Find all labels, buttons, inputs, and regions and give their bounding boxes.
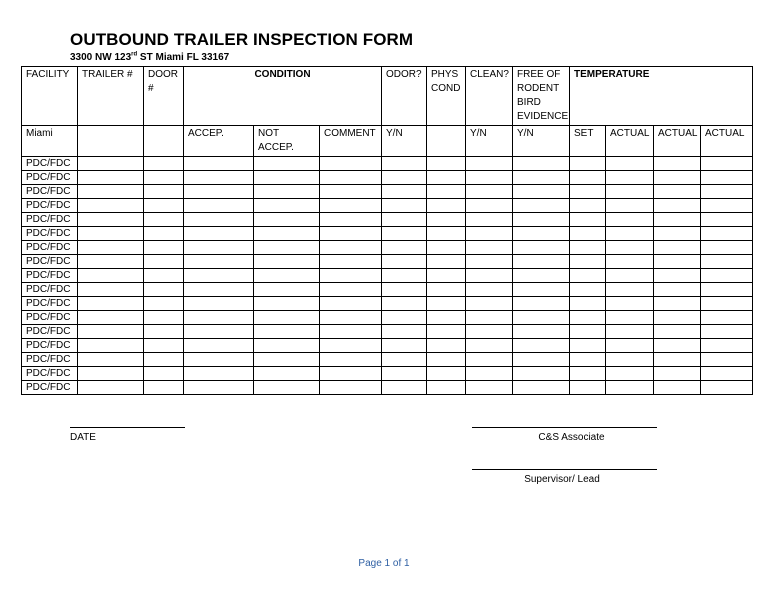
table-row [22,297,753,311]
entry-cell[interactable] [382,283,427,297]
entry-cell[interactable] [466,381,513,395]
entry-cell[interactable] [78,241,144,255]
entry-cell[interactable] [184,157,254,171]
col-phys-cond: PHYS COND [427,67,466,126]
entry-cell[interactable] [654,157,701,171]
entry-cell[interactable] [184,311,254,325]
entry-cell[interactable] [701,227,753,241]
entry-cell[interactable] [570,171,606,185]
table-row [22,353,753,367]
entry-cell[interactable] [654,283,701,297]
entry-cell[interactable] [144,213,184,227]
row-facility: PDC/FDC [22,255,78,269]
entry-cell[interactable] [144,283,184,297]
entry-cell[interactable] [606,241,654,255]
entry-cell[interactable] [78,311,144,325]
entry-cell[interactable] [320,157,382,171]
table-row [22,227,753,241]
col-rodent: FREE OF RODENT BIRD EVIDENCE [513,67,570,126]
entry-cell[interactable] [513,367,570,381]
entry-cell[interactable] [654,381,701,395]
entry-cell[interactable] [701,311,753,325]
row-facility: PDC/FDC [22,213,78,227]
entry-cell[interactable] [254,255,320,269]
entry-cell[interactable] [254,269,320,283]
entry-cell[interactable] [254,353,320,367]
row-facility: PDC/FDC [22,311,78,325]
entry-cell[interactable] [513,325,570,339]
entry-cell[interactable] [382,353,427,367]
entry-cell[interactable] [144,255,184,269]
row-facility: PDC/FDC [22,297,78,311]
col-facility: FACILITY [22,67,78,126]
table-row [22,311,753,325]
entry-cell[interactable] [427,367,466,381]
entry-cell[interactable] [254,227,320,241]
row-facility: PDC/FDC [22,227,78,241]
entry-cell[interactable] [254,339,320,353]
entry-cell[interactable] [144,367,184,381]
entry-cell[interactable] [570,241,606,255]
entry-cell[interactable] [466,157,513,171]
associate-signature-line[interactable] [472,427,657,428]
row-facility: PDC/FDC [22,283,78,297]
table-row [22,255,753,269]
entry-cell[interactable] [184,255,254,269]
entry-cell[interactable] [466,269,513,283]
address-prefix: 3300 NW 123 [70,52,132,63]
entry-cell[interactable] [254,213,320,227]
entry-cell[interactable] [701,269,753,283]
table-row [22,269,753,283]
address-superscript: rd [131,51,138,58]
entry-cell[interactable] [144,185,184,199]
entry-cell[interactable] [427,269,466,283]
entry-cell[interactable] [144,381,184,395]
entry-cell[interactable] [701,381,753,395]
entry-cell[interactable] [570,339,606,353]
entry-cell[interactable] [320,311,382,325]
facility-miami: Miami [22,126,78,157]
entry-cell[interactable] [144,227,184,241]
entry-cell[interactable] [144,325,184,339]
entry-cell[interactable] [320,171,382,185]
entry-cell[interactable] [184,185,254,199]
entry-cell[interactable] [570,157,606,171]
table-row [22,283,753,297]
row-facility: PDC/FDC [22,269,78,283]
entry-cell[interactable] [427,255,466,269]
entry-cell[interactable] [382,213,427,227]
entry-cell[interactable] [606,227,654,241]
entry-cell[interactable] [606,297,654,311]
entry-cell[interactable] [606,353,654,367]
entry-cell[interactable] [78,171,144,185]
entry-cell[interactable] [570,227,606,241]
entry-cell[interactable] [701,325,753,339]
entry-cell[interactable] [606,199,654,213]
entry-cell[interactable] [701,213,753,227]
entry-cell[interactable] [254,185,320,199]
entry-cell[interactable] [570,353,606,367]
entry-cell[interactable] [427,339,466,353]
entry-cell[interactable] [78,199,144,213]
entry-cell[interactable] [78,255,144,269]
col-temp-actual-1: ACTUAL [606,126,654,157]
col-door: DOOR # [144,67,184,126]
entry-cell[interactable] [513,157,570,171]
entry-cell[interactable] [606,255,654,269]
entry-cell[interactable] [513,199,570,213]
entry-cell[interactable] [513,283,570,297]
associate-label: C&S Associate [538,432,605,443]
entry-cell[interactable] [254,283,320,297]
entry-cell[interactable] [466,339,513,353]
entry-cell[interactable] [513,269,570,283]
entry-cell[interactable] [466,255,513,269]
row-facility: PDC/FDC [22,325,78,339]
entry-cell[interactable] [570,297,606,311]
entry-cell[interactable] [254,241,320,255]
table-body [22,157,753,395]
date-signature-line[interactable] [70,427,185,428]
entry-cell[interactable] [427,227,466,241]
entry-cell[interactable] [427,311,466,325]
entry-cell[interactable] [606,157,654,171]
table-row [22,325,753,339]
entry-cell[interactable] [382,339,427,353]
row-facility: PDC/FDC [22,367,78,381]
form-title: OUTBOUND TRAILER INSPECTION FORM [70,30,414,49]
entry-cell[interactable] [382,325,427,339]
entry-cell[interactable] [654,353,701,367]
entry-cell[interactable] [184,367,254,381]
table-row [22,339,753,353]
entry-cell[interactable] [466,185,513,199]
entry-cell[interactable] [654,311,701,325]
entry-cell[interactable] [320,213,382,227]
entry-cell[interactable] [570,213,606,227]
entry-cell[interactable] [320,255,382,269]
entry-cell[interactable] [466,199,513,213]
entry-cell[interactable] [466,311,513,325]
row-facility: PDC/FDC [22,353,78,367]
entry-cell[interactable] [254,297,320,311]
entry-cell[interactable] [184,199,254,213]
entry-cell[interactable] [427,213,466,227]
supervisor-signature-line[interactable] [472,469,657,470]
entry-cell[interactable] [320,283,382,297]
entry-cell[interactable] [254,171,320,185]
entry-cell[interactable] [513,227,570,241]
entry-cell[interactable] [513,297,570,311]
entry-cell[interactable] [382,311,427,325]
entry-cell[interactable] [427,283,466,297]
table-row [22,381,753,395]
entry-cell[interactable] [320,353,382,367]
col-accep: ACCEP. [184,126,254,157]
entry-cell[interactable] [654,297,701,311]
entry-cell[interactable] [320,339,382,353]
entry-cell[interactable] [701,339,753,353]
entry-cell[interactable] [606,367,654,381]
entry-cell[interactable] [184,269,254,283]
entry-cell[interactable] [382,157,427,171]
entry-cell[interactable] [184,381,254,395]
entry-cell[interactable] [466,283,513,297]
table-row [22,185,753,199]
entry-cell[interactable] [382,367,427,381]
entry-cell[interactable] [144,311,184,325]
col-condition: CONDITION [184,67,382,126]
entry-cell[interactable] [144,269,184,283]
header-row-1 [22,67,753,126]
entry-cell[interactable] [570,381,606,395]
entry-cell[interactable] [570,199,606,213]
row-facility: PDC/FDC [22,171,78,185]
col-temp-actual-2: ACTUAL [654,126,701,157]
entry-cell[interactable] [427,171,466,185]
entry-cell[interactable] [513,255,570,269]
page-number: Page 1 of 1 [358,558,410,569]
entry-cell[interactable] [513,185,570,199]
entry-cell[interactable] [654,185,701,199]
entry-cell[interactable] [654,213,701,227]
entry-cell[interactable] [606,325,654,339]
entry-cell[interactable] [654,325,701,339]
entry-cell[interactable] [382,171,427,185]
entry-cell[interactable] [382,297,427,311]
entry-cell[interactable] [701,283,753,297]
entry-cell[interactable] [570,325,606,339]
entry-cell[interactable] [513,339,570,353]
entry-cell[interactable] [184,353,254,367]
entry-cell[interactable] [701,199,753,213]
entry-cell[interactable] [606,213,654,227]
entry-cell[interactable] [382,269,427,283]
entry-cell[interactable] [382,381,427,395]
entry-cell[interactable] [427,325,466,339]
entry-cell[interactable] [144,353,184,367]
entry-cell[interactable] [701,297,753,311]
entry-cell[interactable] [78,185,144,199]
entry-cell[interactable] [144,199,184,213]
phys-sub [427,126,466,157]
entry-cell[interactable] [427,241,466,255]
entry-cell[interactable] [254,381,320,395]
entry-cell[interactable] [513,213,570,227]
entry-cell[interactable] [654,199,701,213]
entry-cell[interactable] [320,325,382,339]
entry-cell[interactable] [254,157,320,171]
row-facility: PDC/FDC [22,241,78,255]
entry-cell[interactable] [254,199,320,213]
entry-cell[interactable] [320,185,382,199]
entry-cell[interactable] [382,241,427,255]
entry-cell[interactable] [466,325,513,339]
entry-cell[interactable] [184,283,254,297]
entry-cell[interactable] [570,283,606,297]
entry-cell[interactable] [466,171,513,185]
entry-cell[interactable] [382,199,427,213]
entry-cell[interactable] [466,241,513,255]
table-row [22,157,753,171]
entry-cell[interactable] [78,157,144,171]
row-facility: PDC/FDC [22,381,78,395]
entry-cell[interactable] [184,339,254,353]
entry-cell[interactable] [382,255,427,269]
entry-cell[interactable] [570,367,606,381]
entry-cell[interactable] [184,241,254,255]
col-rodent-yn: Y/N [513,126,570,157]
col-trailer: TRAILER # [78,67,144,126]
header-row-2 [22,126,753,157]
entry-cell[interactable] [78,325,144,339]
entry-cell[interactable] [427,381,466,395]
entry-cell[interactable] [606,311,654,325]
entry-cell[interactable] [254,325,320,339]
entry-cell[interactable] [184,297,254,311]
entry-cell[interactable] [78,353,144,367]
entry-cell[interactable] [570,185,606,199]
col-clean-yn: Y/N [466,126,513,157]
row-facility: PDC/FDC [22,339,78,353]
table-row [22,171,753,185]
entry-cell[interactable] [320,367,382,381]
entry-cell[interactable] [254,311,320,325]
entry-cell[interactable] [382,227,427,241]
entry-cell[interactable] [654,241,701,255]
entry-cell[interactable] [570,311,606,325]
entry-cell[interactable] [701,255,753,269]
table-row [22,199,753,213]
row-facility: PDC/FDC [22,199,78,213]
entry-cell[interactable] [78,283,144,297]
entry-cell[interactable] [606,185,654,199]
entry-cell[interactable] [427,185,466,199]
entry-cell[interactable] [466,213,513,227]
col-not-accep: NOT ACCEP. [254,126,320,157]
entry-cell[interactable] [320,199,382,213]
table-row [22,213,753,227]
entry-cell[interactable] [78,367,144,381]
entry-cell[interactable] [78,381,144,395]
entry-cell[interactable] [606,283,654,297]
inspection-table [21,66,753,395]
entry-cell[interactable] [701,367,753,381]
entry-cell[interactable] [701,353,753,367]
address-suffix: ST Miami FL 33167 [137,52,230,63]
entry-cell[interactable] [466,353,513,367]
entry-cell[interactable] [144,171,184,185]
entry-cell[interactable] [701,185,753,199]
col-temp-set: SET [570,126,606,157]
entry-cell[interactable] [513,311,570,325]
entry-cell[interactable] [606,381,654,395]
entry-cell[interactable] [427,353,466,367]
entry-cell[interactable] [144,241,184,255]
entry-cell[interactable] [654,171,701,185]
entry-cell[interactable] [606,171,654,185]
entry-cell[interactable] [701,171,753,185]
col-temp-actual-3: ACTUAL [701,126,753,157]
entry-cell[interactable] [513,353,570,367]
entry-cell[interactable] [427,157,466,171]
entry-cell[interactable] [144,157,184,171]
entry-cell[interactable] [570,269,606,283]
entry-cell[interactable] [320,297,382,311]
col-comment: COMMENT [320,126,382,157]
entry-cell[interactable] [427,297,466,311]
entry-cell[interactable] [320,269,382,283]
entry-cell[interactable] [606,339,654,353]
entry-cell[interactable] [382,185,427,199]
entry-cell[interactable] [78,269,144,283]
address [70,52,229,63]
col-temperature: TEMPERATURE [570,67,753,126]
table-row [22,367,753,381]
entry-cell[interactable] [144,297,184,311]
entry-cell[interactable] [78,227,144,241]
col-odor-yn: Y/N [382,126,427,157]
entry-cell[interactable] [513,241,570,255]
entry-cell[interactable] [144,339,184,353]
entry-cell[interactable] [78,213,144,227]
entry-cell[interactable] [320,241,382,255]
entry-cell[interactable] [654,227,701,241]
trailer-sub [78,126,144,157]
door-sub [144,126,184,157]
col-odor: ODOR? [382,67,427,126]
entry-cell[interactable] [466,367,513,381]
entry-cell[interactable] [184,213,254,227]
entry-cell[interactable] [254,367,320,381]
entry-cell[interactable] [701,157,753,171]
entry-cell[interactable] [78,339,144,353]
entry-cell[interactable] [570,255,606,269]
entry-cell[interactable] [466,297,513,311]
entry-cell[interactable] [513,381,570,395]
entry-cell[interactable] [654,269,701,283]
entry-cell[interactable] [701,241,753,255]
table-row [22,241,753,255]
entry-cell[interactable] [466,227,513,241]
col-clean: CLEAN? [466,67,513,126]
row-facility: PDC/FDC [22,157,78,171]
entry-cell[interactable] [513,171,570,185]
entry-cell[interactable] [78,297,144,311]
entry-cell[interactable] [184,171,254,185]
entry-cell[interactable] [654,255,701,269]
entry-cell[interactable] [654,339,701,353]
supervisor-label: Supervisor/ Lead [524,474,600,485]
entry-cell[interactable] [427,199,466,213]
row-facility: PDC/FDC [22,185,78,199]
entry-cell[interactable] [320,381,382,395]
entry-cell[interactable] [320,227,382,241]
entry-cell[interactable] [654,367,701,381]
entry-cell[interactable] [606,269,654,283]
date-label: DATE [70,432,96,443]
entry-cell[interactable] [184,325,254,339]
entry-cell[interactable] [184,227,254,241]
